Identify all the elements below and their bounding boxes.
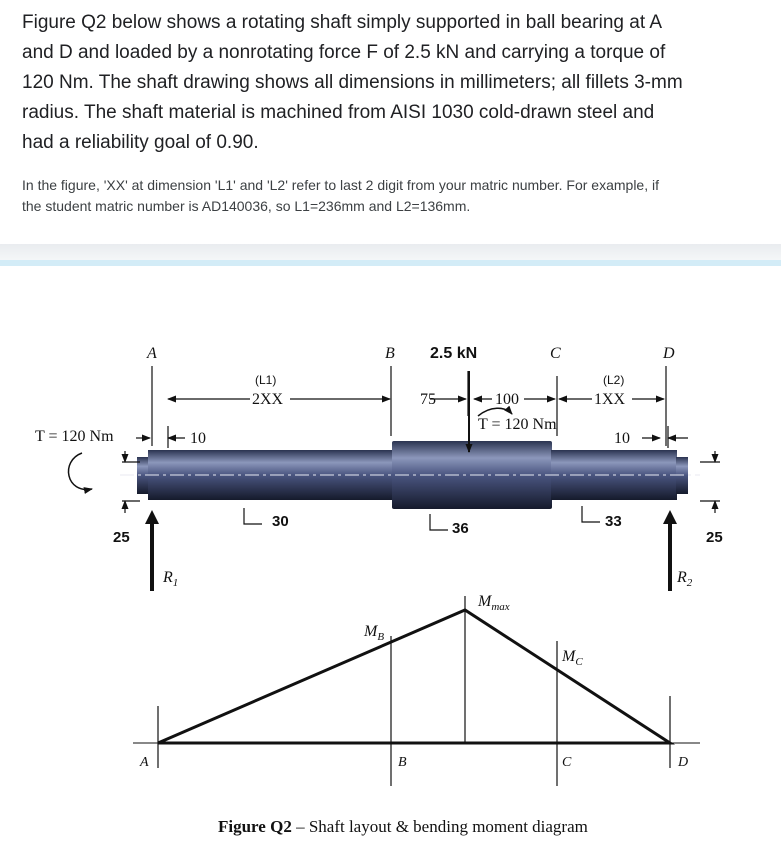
label-reaction-r2: $R_2$	[677, 569, 693, 589]
label-point-d: D	[663, 345, 675, 362]
question-line: had a reliability goal of 0.90.	[22, 132, 259, 153]
moment-triangle	[158, 610, 670, 743]
question-text	[22, 8, 767, 158]
label-dim-30: 30	[272, 513, 289, 530]
label-moment-max: $M_{max}$	[478, 593, 510, 613]
note-line: the student matric number is AD140036, so L1=236mm and L2=136mm.	[22, 198, 471, 214]
label-dim-25-right: 25	[706, 529, 723, 546]
label-moment-c: $M_C$	[562, 648, 583, 668]
label-diagram-c: C	[562, 755, 572, 770]
question-line: radius. The shaft material is machined from AISI 1030 cold-drawn steel and	[22, 102, 655, 123]
label-dim-10-right: 10	[614, 430, 630, 447]
matric-note	[22, 175, 767, 217]
label-diagram-d: D	[678, 755, 689, 770]
label-diagram-a: A	[140, 755, 149, 770]
label-reaction-r1: $R_1$	[163, 569, 179, 589]
label-point-a: A	[147, 345, 157, 362]
question-line: Figure Q2 below shows a rotating shaft simply supported in ball bearing at A	[22, 12, 663, 33]
label-dim-10-left: 10	[190, 430, 206, 447]
note-line: In the figure, 'XX' at dimension 'L1' and 'L2' refer to last 2 digit from your matric number. For example, if	[22, 177, 659, 193]
label-l2-tag: (L2)	[603, 373, 625, 387]
figure-caption: Figure Q2 – Shaft layout & bending moment diagram	[218, 817, 588, 836]
label-point-c: C	[550, 345, 561, 362]
label-l2-value: 1XX	[594, 391, 626, 408]
label-diagram-b: B	[398, 755, 407, 770]
label-dim-100: 100	[495, 391, 519, 408]
label-torque-mid: T = 120 Nm	[478, 416, 557, 433]
label-l1-tag: (L1)	[255, 373, 277, 387]
label-dim-25-left: 25	[113, 529, 130, 546]
question-line: and D and loaded by a nonrotating force F of 2.5 kN and carrying a torque of	[22, 42, 666, 63]
shaft-figure	[0, 266, 781, 845]
question-line: 120 Nm. The shaft drawing shows all dimensions in millimeters; all fillets 3-mm	[22, 72, 683, 93]
label-moment-b: $M_B$	[364, 623, 385, 643]
label-dim-36: 36	[452, 520, 469, 537]
label-dim-33: 33	[605, 513, 622, 530]
label-dim-75: 75	[420, 391, 436, 408]
label-point-b: B	[385, 345, 395, 362]
shaft	[120, 441, 700, 509]
moment-diagram	[133, 596, 700, 786]
label-l1-value: 2XX	[252, 391, 284, 408]
label-torque-left: T = 120 Nm	[35, 428, 114, 445]
label-load: 2.5 kN	[430, 345, 478, 362]
